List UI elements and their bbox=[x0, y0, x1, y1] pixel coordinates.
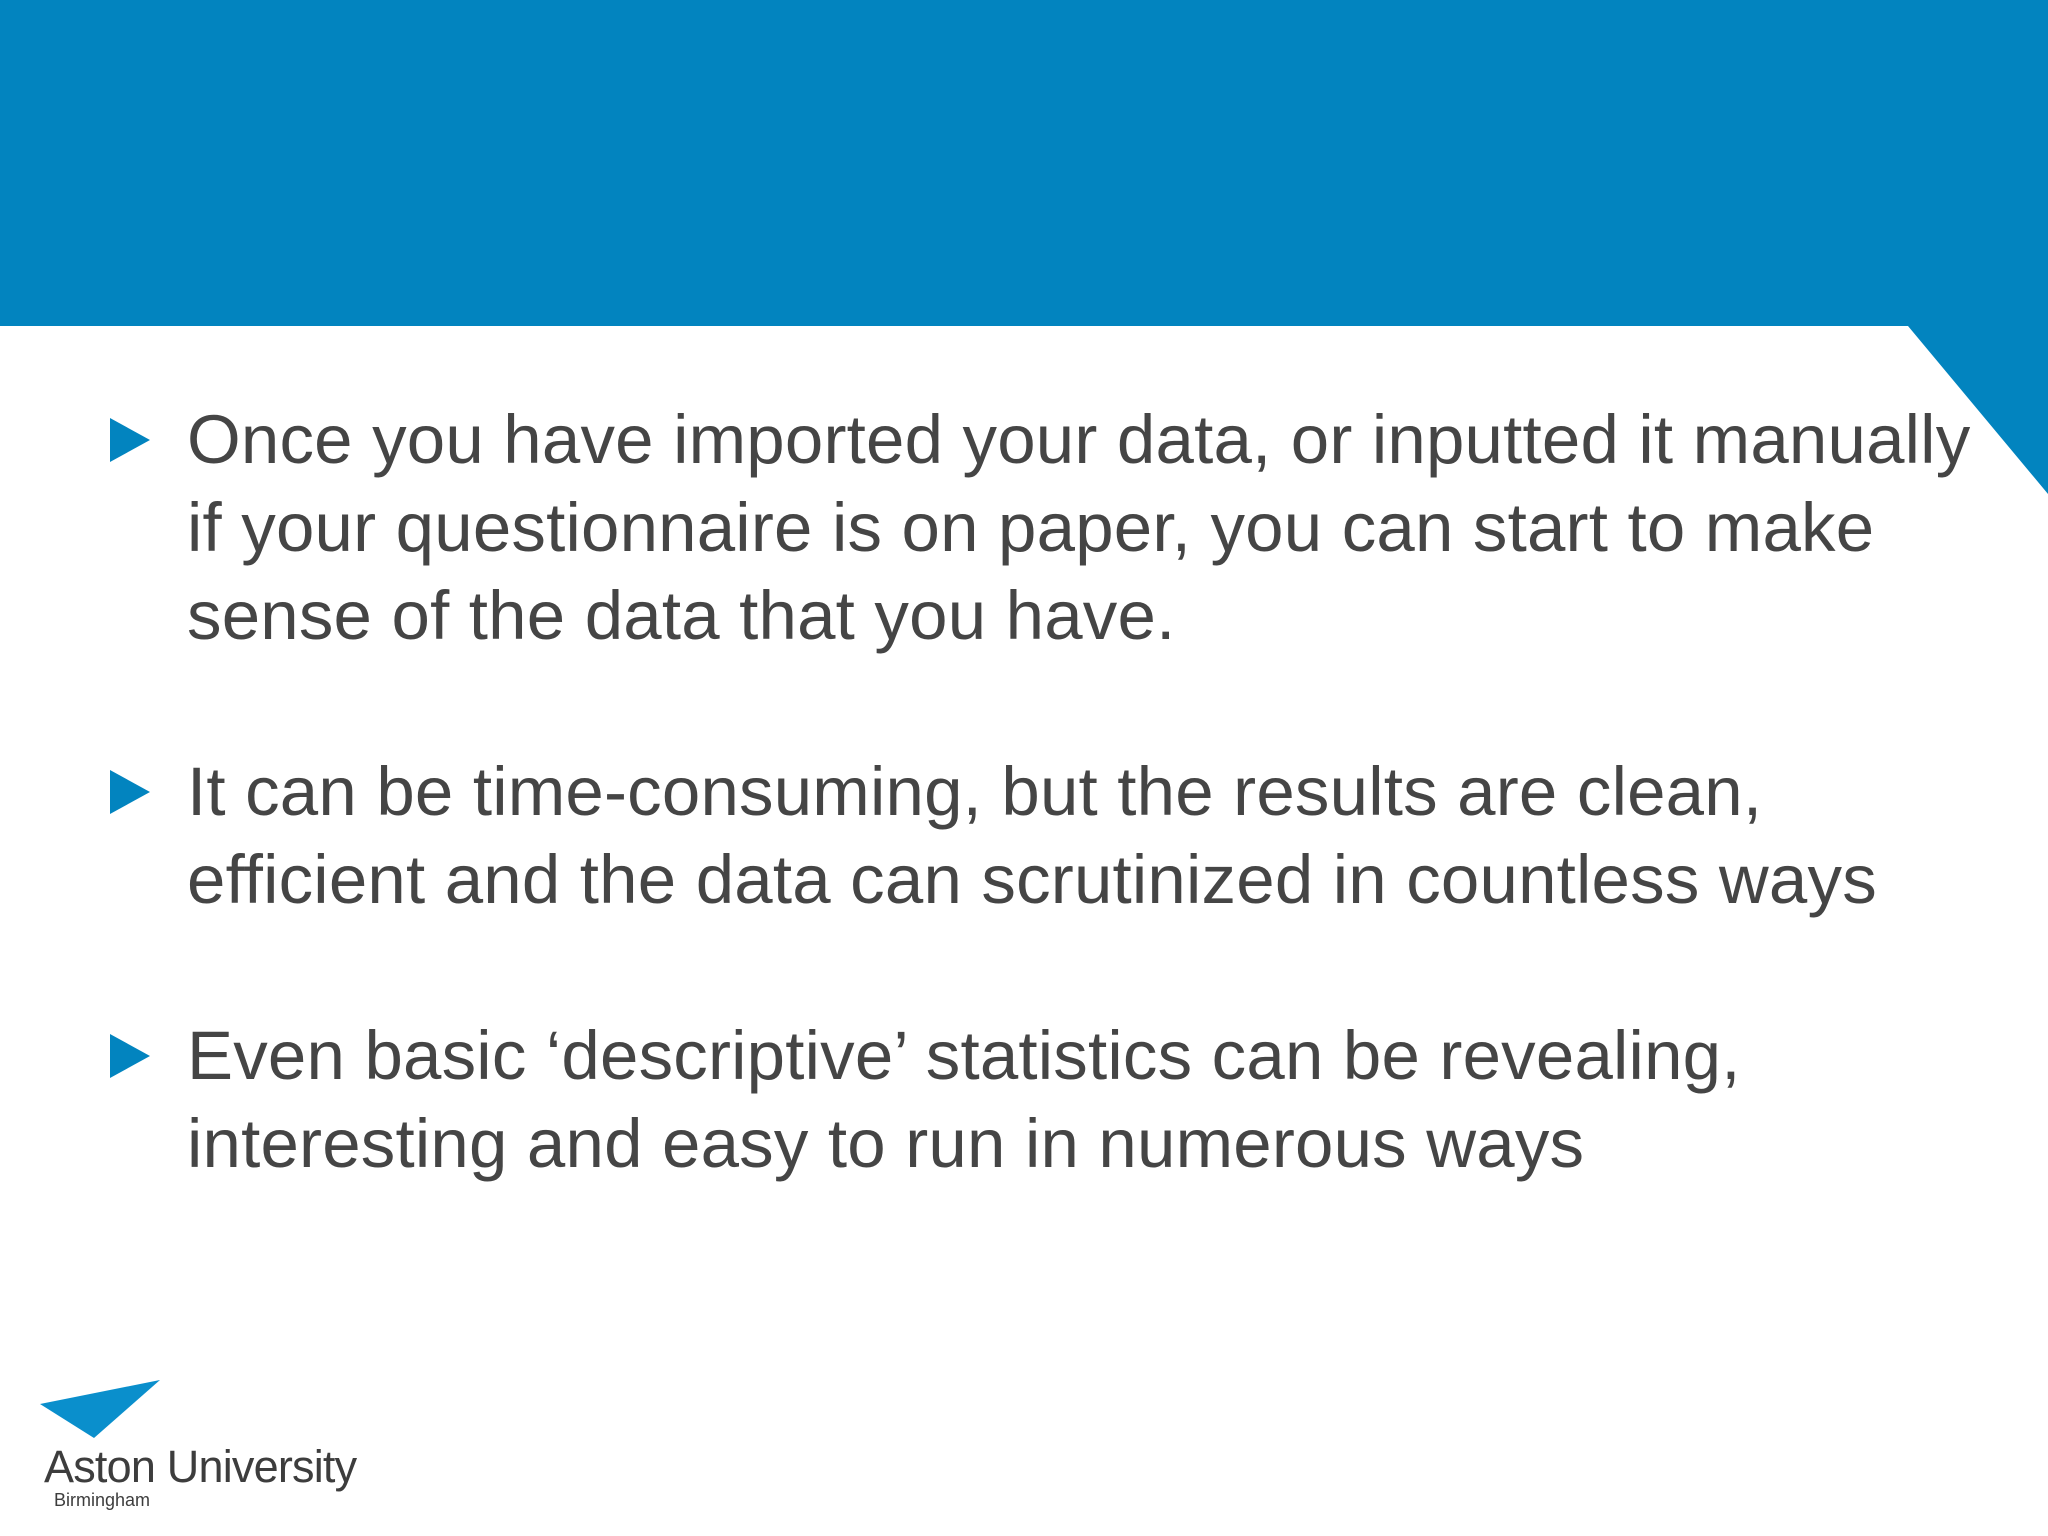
logo-name: Aston University bbox=[44, 1441, 357, 1492]
bullet-line: if your questionnaire is on paper, you can start to make bbox=[187, 489, 1875, 566]
bullet-line: Even basic ‘descriptive’ statistics can be revealing, bbox=[187, 1017, 1741, 1094]
bullet-text bbox=[187, 748, 1988, 924]
bullet-line: sense of the data that you have. bbox=[187, 577, 1176, 654]
bullet-item bbox=[108, 1012, 1988, 1188]
bullet-line: It can be time-consuming, but the results are clean, bbox=[187, 753, 1763, 830]
bullet-line: efficient and the data can scrutinized in countless ways bbox=[187, 841, 1877, 918]
aston-university-logo bbox=[40, 1378, 360, 1508]
play-triangle-icon bbox=[110, 770, 150, 814]
bullet-list bbox=[108, 396, 1988, 1188]
bullet-line: Once you have imported your data, or inputted it manually bbox=[187, 401, 1971, 478]
play-triangle-icon bbox=[110, 418, 150, 462]
bullet-item bbox=[108, 396, 1988, 660]
bullet-text bbox=[187, 1012, 1988, 1188]
bullet-item bbox=[108, 748, 1988, 924]
aston-triangle-logo-icon bbox=[40, 1378, 164, 1442]
logo-city: Birmingham bbox=[54, 1490, 151, 1510]
play-triangle-icon bbox=[110, 1034, 150, 1078]
bullet-line: interesting and easy to run in numerous ways bbox=[187, 1105, 1585, 1182]
bullet-text bbox=[187, 396, 1988, 660]
